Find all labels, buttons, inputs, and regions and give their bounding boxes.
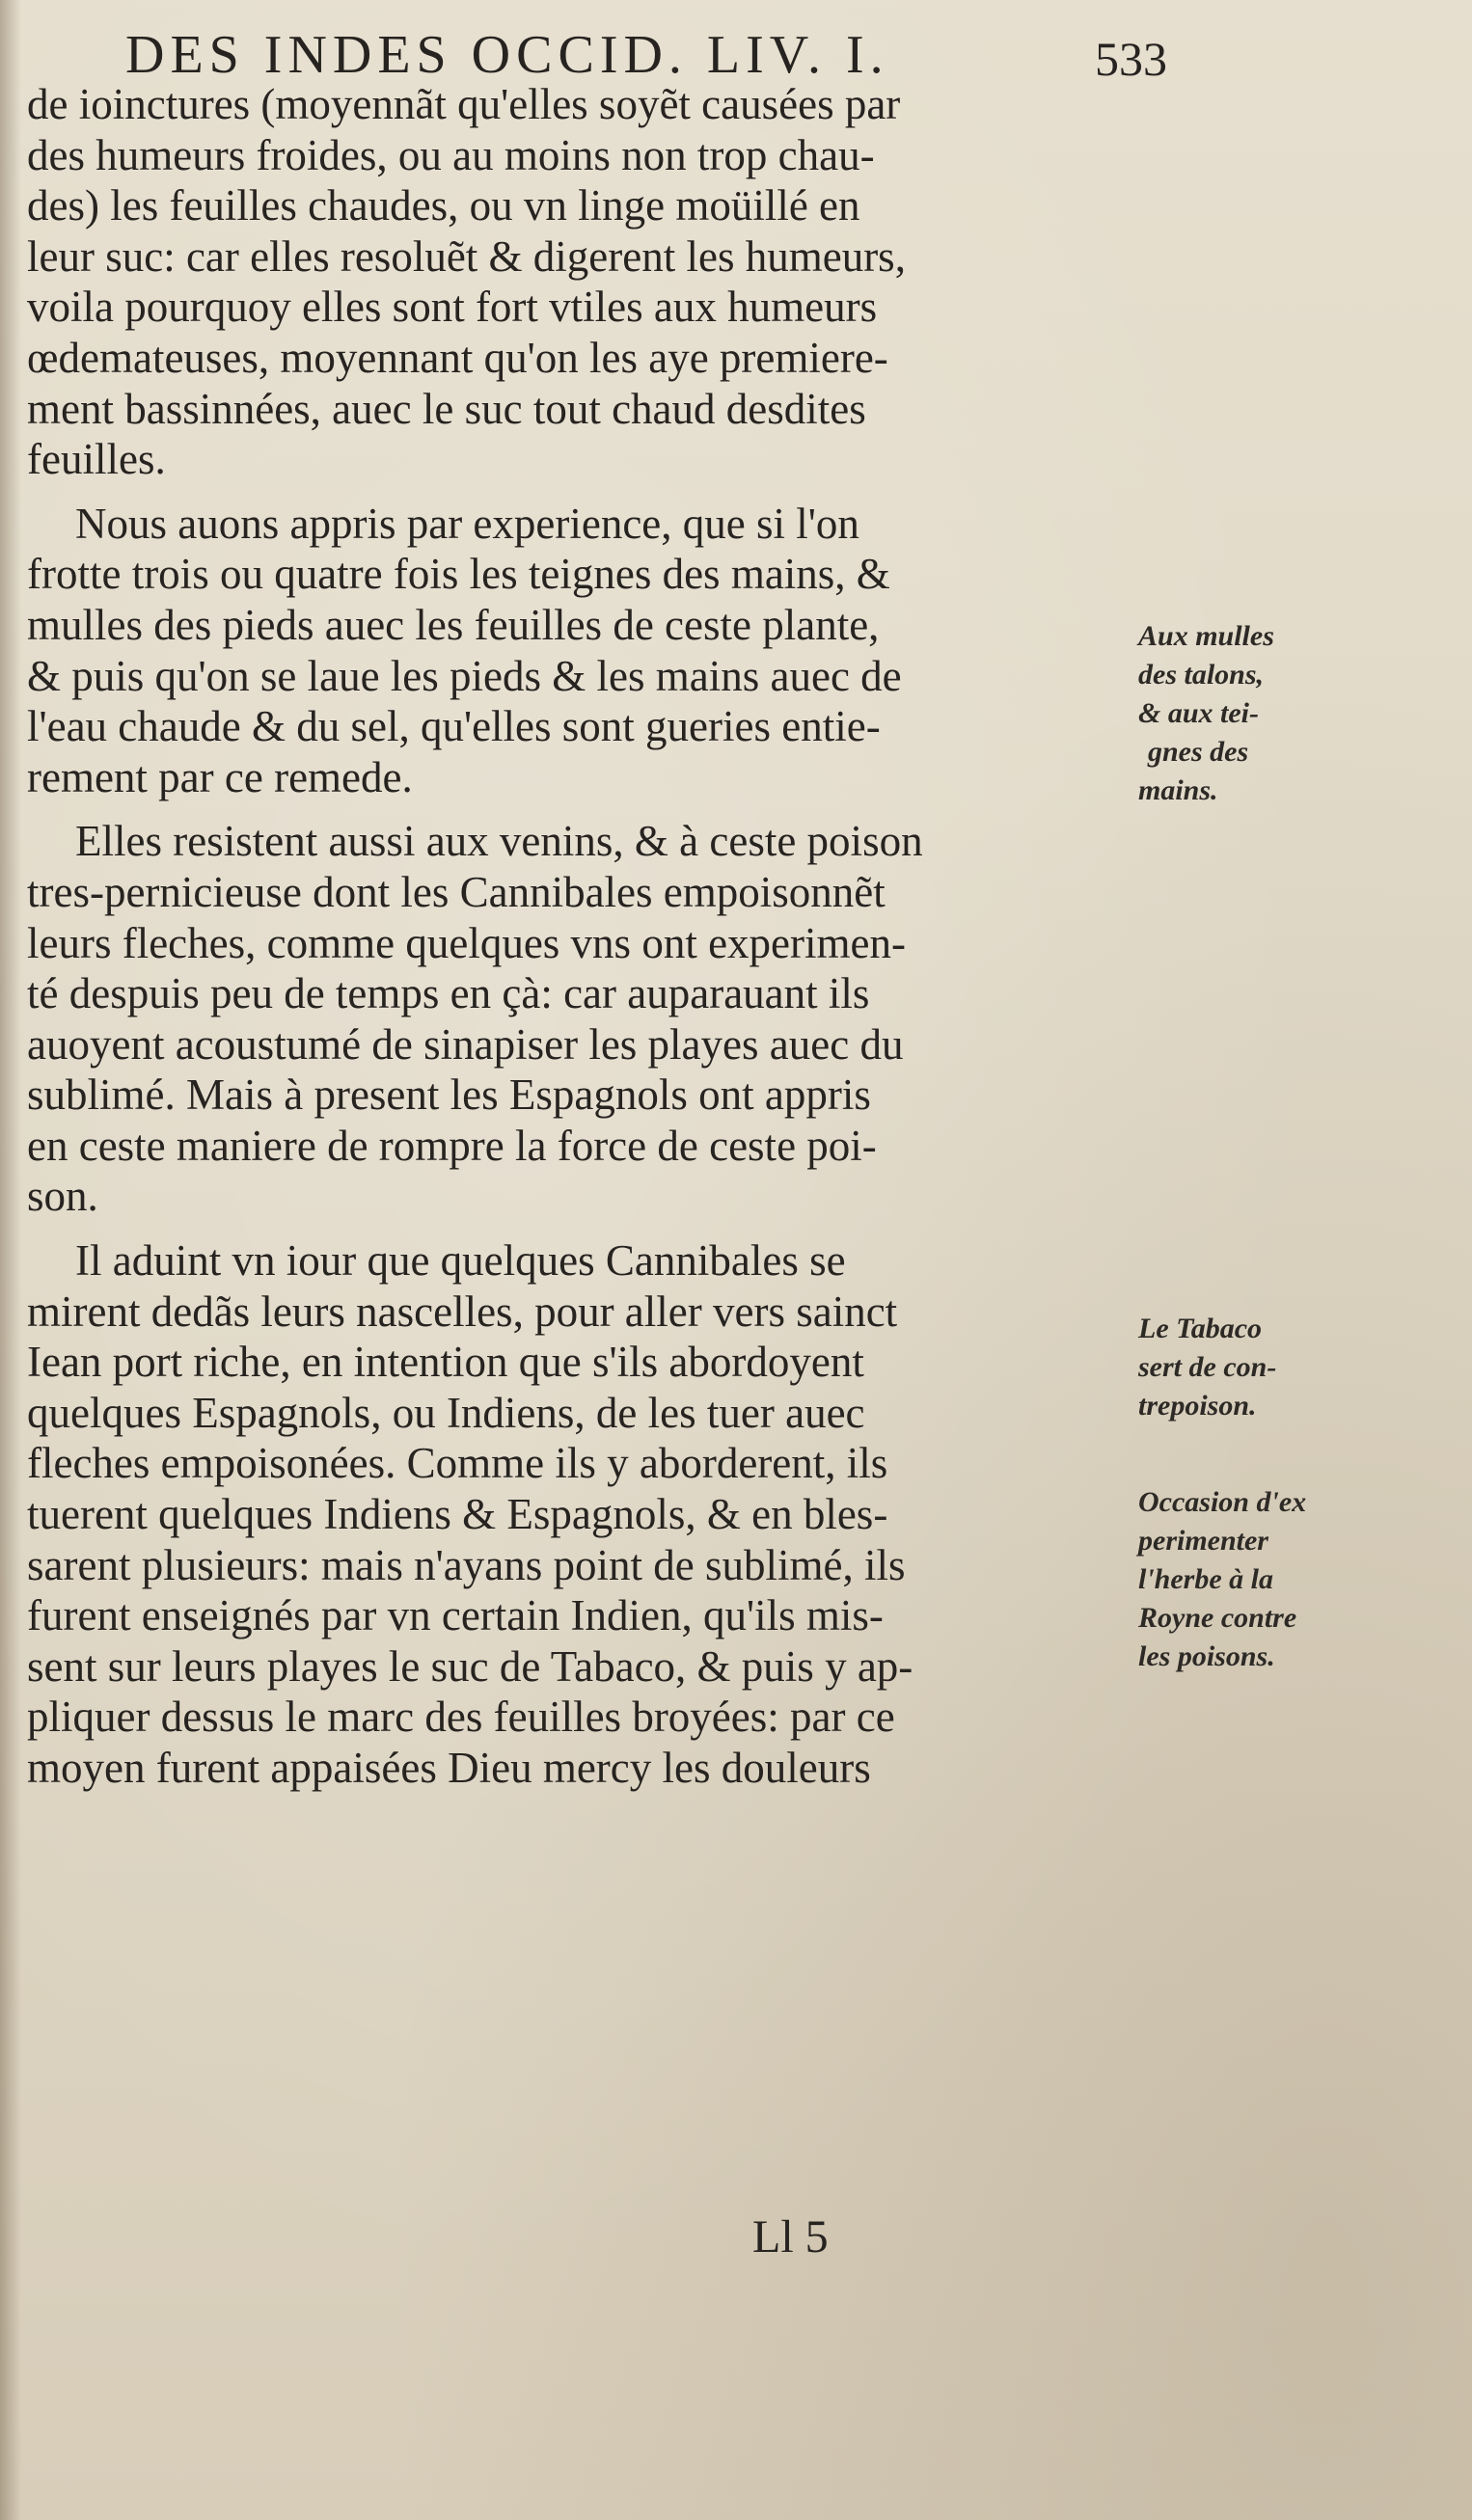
- text-line: l'eau chaude & du sel, qu'elles sont gueries entie-: [27, 702, 881, 751]
- paragraph-gap: [27, 485, 1156, 499]
- text-line: leurs fleches, comme quelques vns ont experimen-: [27, 918, 906, 967]
- margin-note-mulles: [1138, 617, 1389, 810]
- text-line: de ioinctures (moyennãt qu'elles soyẽt causées par: [27, 80, 901, 128]
- margin-note-line: Occasion d'ex: [1138, 1486, 1307, 1518]
- main-text-column: [27, 79, 1156, 1794]
- text-line: ment bassinnées, auec le suc tout chaud desdites: [27, 384, 866, 433]
- text-line: sarent plusieurs: mais n'ayans point de sublimé, ils: [27, 1540, 906, 1589]
- page-gutter-shadow: [0, 0, 21, 2520]
- margin-note-line: Royne contre: [1138, 1602, 1297, 1634]
- margin-note-line: trepoison.: [1138, 1390, 1257, 1422]
- paragraph-2: [27, 499, 1156, 803]
- margin-note-line: Aux mulles: [1138, 620, 1274, 652]
- paragraph-1: [27, 79, 1156, 485]
- paragraph-gap: [27, 1222, 1156, 1235]
- text-line: & puis qu'on se laue les pieds & les mains auec de: [27, 651, 902, 700]
- text-line: mirent dedãs leurs nascelles, pour aller vers sainct: [27, 1287, 898, 1336]
- signature-mark: Ll 5: [752, 2211, 829, 2263]
- paragraph-3: [27, 816, 1156, 1222]
- text-line: Il aduint vn iour que quelques Cannibales se: [75, 1236, 846, 1286]
- text-line: leur suc: car elles resoluẽt & digerent les humeurs,: [27, 231, 906, 281]
- text-line: des humeurs froides, ou au moins non trop chau-: [27, 130, 875, 179]
- text-line: furent enseignés par vn certain Indien, qu'ils mis-: [27, 1591, 884, 1640]
- text-line: té despuis peu de temps en çà: car auparauant ils: [27, 969, 870, 1018]
- text-line: sublimé. Mais à present les Espagnols ont appris: [27, 1070, 871, 1120]
- margin-note-line: les poisons.: [1138, 1640, 1275, 1672]
- margin-note-line: l'herbe à la: [1138, 1563, 1273, 1595]
- text-line: mulles des pieds auec les feuilles de ceste plante,: [27, 600, 880, 649]
- margin-note-line: des talons,: [1138, 659, 1265, 691]
- text-line: sent sur leurs playes le suc de Tabaco, & puis y ap-: [27, 1641, 913, 1691]
- text-line: feuilles.: [27, 435, 166, 484]
- page-number: 533: [1095, 32, 1167, 86]
- paragraph-4: [27, 1235, 1156, 1794]
- text-line: voila pourquoy elles sont fort vtiles aux humeurs: [27, 283, 878, 332]
- text-line: auoyent acoustumé de sinapiser les playes auec du: [27, 1019, 904, 1069]
- margin-note-line: perimenter: [1138, 1525, 1268, 1557]
- text-line: tuerent quelques Indiens & Espagnols, & en bles-: [27, 1490, 888, 1539]
- text-line: rement par ce remede.: [27, 752, 413, 801]
- margin-note-tabaco: [1138, 1310, 1389, 1425]
- text-line: moyen furent appaisées Dieu mercy les douleurs: [27, 1744, 871, 1792]
- text-line: pliquer dessus le marc des feuilles broyées: par ce: [27, 1693, 895, 1742]
- margin-note-line: mains.: [1138, 774, 1218, 806]
- margin-note-line: Le Tabaco: [1138, 1313, 1263, 1344]
- text-line: quelques Espagnols, ou Indiens, de les tuer auec: [27, 1388, 865, 1437]
- text-line: œdemateuses, moyennant qu'on les aye premiere-: [27, 333, 888, 382]
- margin-note-line: gnes des: [1148, 736, 1249, 768]
- margin-note-line: & aux tei-: [1138, 697, 1259, 729]
- paragraph-gap: [27, 802, 1156, 816]
- running-title: DES INDES OCCID. LIV. I.: [125, 25, 889, 85]
- text-line: en ceste maniere de rompre la force de ceste poi-: [27, 1121, 877, 1170]
- text-line: Nous auons appris par experience, que si l'on: [75, 499, 859, 548]
- text-line: des) les feuilles chaudes, ou vn linge moüillé en: [27, 181, 860, 230]
- text-line: son.: [27, 1172, 98, 1221]
- text-line: frotte trois ou quatre fois les teignes des mains, &: [27, 550, 890, 599]
- margin-note-line: sert de con-: [1138, 1351, 1277, 1383]
- text-line: Elles resistent aussi aux venins, & à ceste poison: [75, 817, 923, 866]
- text-line: Iean port riche, en intention que s'ils abordoyent: [27, 1338, 864, 1387]
- text-line: tres-pernicieuse dont les Cannibales empoisonnẽt: [27, 867, 886, 916]
- margin-note-occasion: [1138, 1483, 1389, 1676]
- text-line: fleches empoisonées. Comme ils y aborderent, ils: [27, 1439, 888, 1488]
